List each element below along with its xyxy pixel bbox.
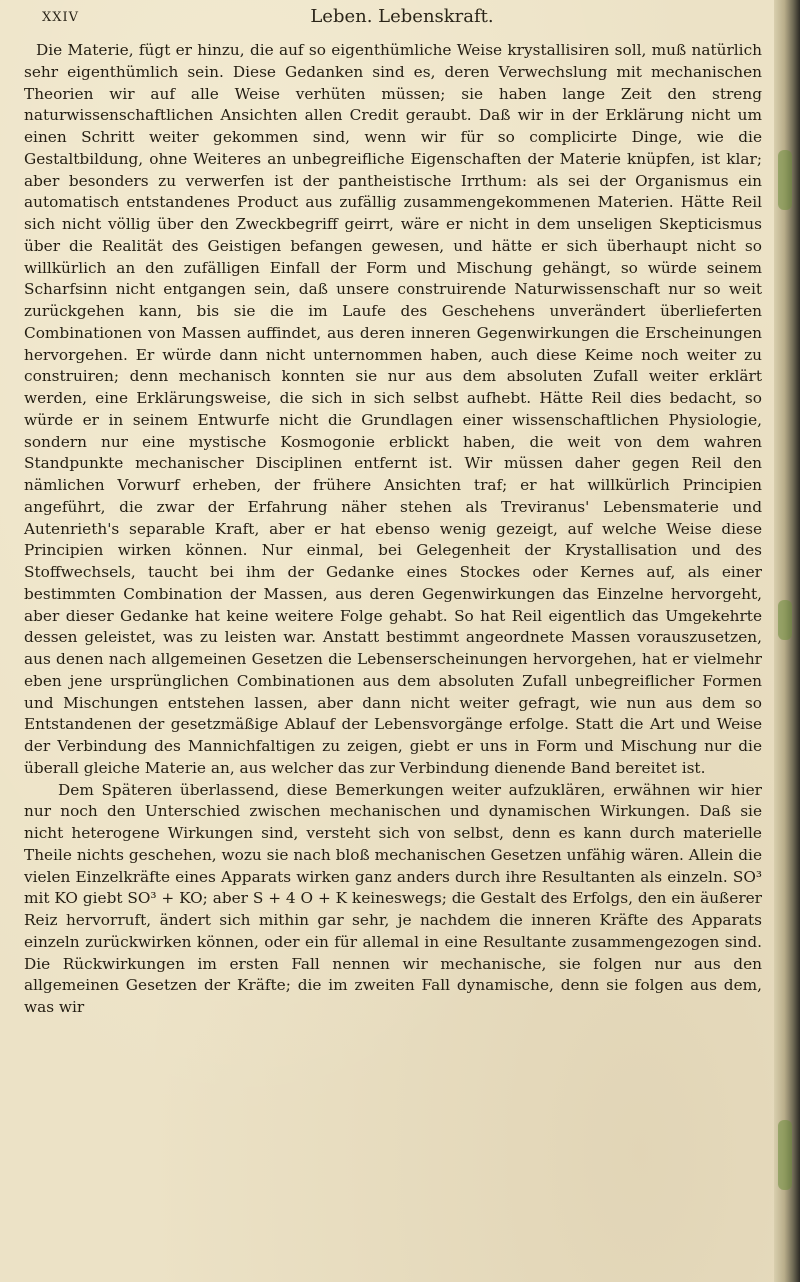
stain-mark (778, 600, 792, 640)
stain-mark (778, 150, 792, 210)
stain-mark (778, 1120, 792, 1190)
body-text (24, 40, 762, 1019)
page-edge-shadow (774, 0, 800, 1282)
page-header (42, 6, 762, 32)
running-head: Leben. Lebenskraft. (310, 6, 494, 27)
paragraph: Die Materie, fügt er hinzu, die auf so eigenthümliche Weise krystallisiren soll, muß natürlich sehr eigenthümlich sein. Diese Gedanken sind es, deren Verwechslung mit mechanischen Theorien wir auf alle Weise verhüten müssen; sie haben lange Zeit den streng naturwissenschaftlichen Ansichten allen Credit geraubt. Daß wir in der Erklärung nicht um einen Schritt weiter gekommen sind, wenn wir für so complicirte Dinge, wie die Gestaltbildung, ohne Weiteres an unbegreifliche Eigenschaften der Materie knüpfen, ist klar; aber besonders zu verwerfen ist der pantheistische Irrthum: als sei der Organismus ein automatisch entstandenes Product aus zufällig zusammengekommenen Materien. Hätte Reil sich nicht völlig über den Zweckbegriff geirrt, wäre er nicht in dem unseligen Skepticismus über die Realität des Geistigen befangen gewesen, und hätte er sich überhaupt nicht so willkürlich an den zufälligen Einfall der Form und Mischung gehängt, so würde seinem Scharfsinn nicht entgangen sein, daß unsere construirende Naturwissenschaft nur so weit zurückgehen kann, bis sie die im Laufe des Geschehens unverändert überlieferten Combinationen von Massen auffindet, aus deren inneren Gegenwirkungen die Erscheinungen hervorgehen. Er würde dann nicht unternommen haben, auch diese Keime noch weiter zu construiren; denn mechanisch konnten sie nur aus dem absoluten Zufall weiter erklärt werden, eine Erklärungsweise, die sich in sich selbst aufhebt. Hätte Reil dies bedacht, so würde er in seinem Entwurfe nicht die Grundlagen einer wissenschaftlichen Physiologie, sondern nur eine mystische Kosmogonie erblickt haben, die weit von dem wahren Standpunkte mechanischer Disciplinen entfernt ist. Wir müssen daher gegen Reil den nämlichen Vorwurf erheben, der frühere Ansichten traf; er hat willkürlich Principien angeführt, die zwar der Erfahrung näher stehen als Treviranus' Lebensmaterie und Autenrieth's separable Kraft, aber er hat ebenso wenig gezeigt, auf welche Weise diese Principien wirken können. Nur einmal, bei Gelegenheit der Krystallisation und des Stoffwechsels, taucht bei ihm der Gedanke eines Stockes oder Kernes auf, als einer bestimmten Combination der Massen, aus deren Gegenwirkungen das Einzelne hervorgeht, aber dieser Gedanke hat keine weitere Folge gehabt. So hat Reil eigentlich das Umgekehrte dessen geleistet, was zu leisten war. Anstatt bestimmt angeordnete Massen vorauszusetzen, aus denen nach allgemeinen Gesetzen die Lebenserscheinungen hervorgehen, hat er vielmehr eben jene ursprünglichen Combinationen aus dem absoluten Zufall unbegreiflicher Formen und Mischungen entstehen lassen, aber dann nicht weiter gefragt, wie nun aus dem so Entstandenen der gesetzmäßige Ablauf der Lebensvorgänge erfolge. Statt die Art und Weise der Verbindung des Mannichfaltigen zu zeigen, giebt er uns in Form und Mischung nur die überall gleiche Materie an, aus welcher das zur Verbindung dienende Band bereitet ist. (24, 41, 762, 777)
paragraph: Dem Späteren überlassend, diese Bemerkungen weiter aufzuklären, erwähnen wir hier nur noch den Unterschied zwischen mechanischen und dynamischen Wirkungen. Daß sie nicht heterogene Wirkungen sind, versteht sich von selbst, denn es kann durch materielle Theile nichts geschehen, wozu sie nach bloß mechanischen Gesetzen unfähig wären. Allein die vielen Einzelkräfte eines Apparats wirken ganz anders durch ihre Resultanten als einzeln. SO³ mit KO giebt SO³ + KO; aber S + 4 O + K keineswegs; die Gestalt des Erfolgs, den ein äußerer Reiz hervorruft, ändert sich mithin gar sehr, je nachdem die inneren Kräfte des Apparats einzeln zurückwirken können, oder ein für allemal in eine Resultante zusammengezogen sind. Die Rückwirkungen im ersten Fall nennen wir mechanische, sie folgen nur aus den allgemeinen Gesetzen der Kräfte; die im zweiten Fall dynamische, denn sie folgen aus dem, was wir (24, 780, 762, 1016)
page-number: XXIV (42, 10, 80, 25)
